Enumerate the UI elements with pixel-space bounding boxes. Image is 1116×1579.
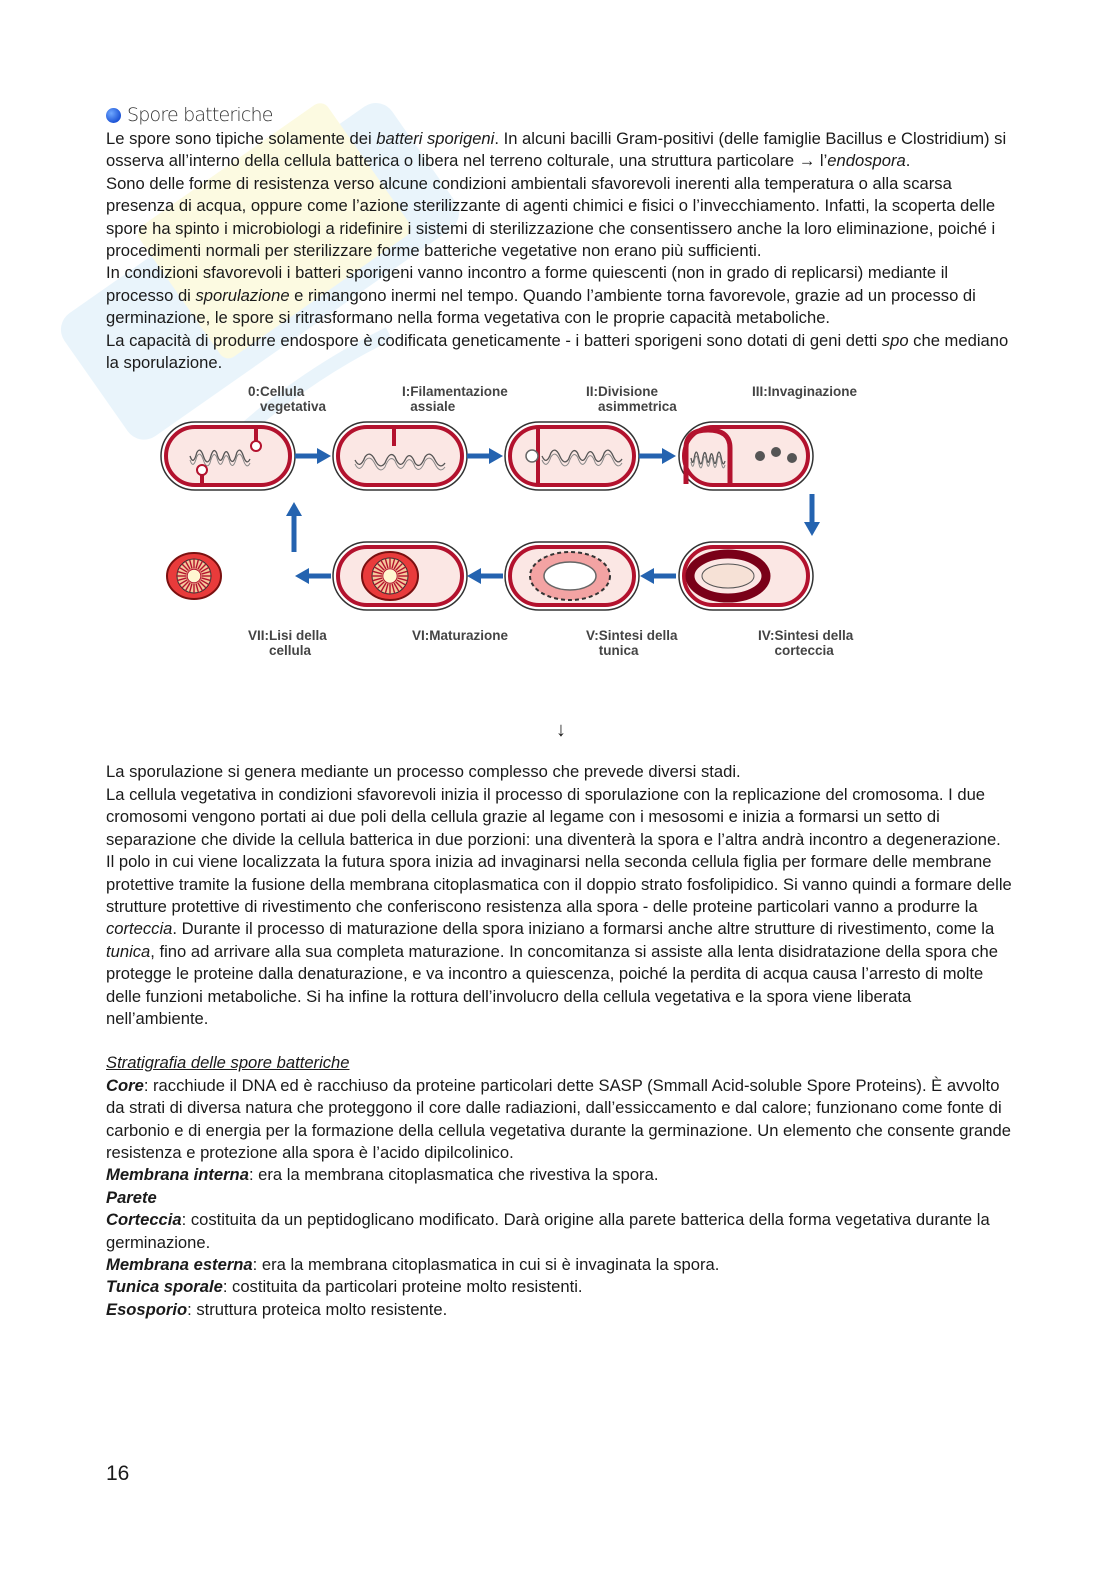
section-heading xyxy=(106,104,1016,126)
arrow-6-to-7 xyxy=(295,568,331,584)
stage-name: Sintesi della corteccia xyxy=(774,628,854,659)
stage-name: Sintesi della tunica xyxy=(598,628,678,659)
text-run: , fino ad arrivare alla sua completa maturazione. In concomitanza si assiste alla lenta disidratazione della spora che protegge le proteine dalla denaturazione, e va incontro a quiescenza, poiché la perdita di acqua causa l’arresto di molte delle funzioni metaboliche. Si ha infine la rottura dell’involucro della cellula vegetativa e la spora viene liberata nell’ambiente. xyxy=(106,941,998,1028)
stage-5-cell xyxy=(505,542,639,610)
stratigraphy-item xyxy=(106,1075,1016,1165)
stage-7-free-spore xyxy=(167,553,221,599)
page-number: 16 xyxy=(106,1462,130,1485)
text-run: La capacità di produrre endospore è codificata geneticamente - i batteri sporigeni sono dotati di geni detti xyxy=(106,330,882,350)
arrow-3-to-4 xyxy=(804,494,820,536)
arrow-2-to-3 xyxy=(639,448,676,464)
stratigraphy-desc: : racchiude il DNA ed è racchiuso da proteine particolari dette SASP (Smmall Acid-soluble Spore Proteins). È avvolto da strati di diversa natura che proteggono il core dalle radiazioni, dall’essiccamento e dal calore; funzionano come fonte di carbonio e di energia per la formazione della cellula vegetativa durante la germinazione. Un elemento che consente grande resistenza e protezione alla spora è l’acido dipilcolinico. xyxy=(106,1075,1011,1162)
stratigraphy-term: Corteccia xyxy=(106,1210,182,1230)
arrow-1-to-2 xyxy=(467,448,503,464)
text-run: . In alcuni bacilli Gram-positivi (delle famiglie Bacillus e Clostridium) si osserva all’interno della cellula batterica o libera nel terreno colturale, una struttura particolare → l’ xyxy=(106,129,1007,171)
paragraph xyxy=(106,173,1016,263)
stage-name: Cellula vegetativa xyxy=(260,384,327,415)
italic-term: sporulazione xyxy=(195,285,290,305)
stage-label xyxy=(248,384,326,414)
paragraph xyxy=(106,851,1016,1030)
paragraph xyxy=(106,761,1016,783)
stratigraphy-term: Membrana esterna xyxy=(106,1255,253,1274)
text-run: che mediano la sporulazione. xyxy=(106,330,1009,373)
stage-label xyxy=(586,384,677,414)
stage-4-cell xyxy=(679,542,813,610)
stratigraphy-list xyxy=(106,1075,1016,1321)
arrow-0-to-1 xyxy=(295,448,331,464)
intro-text xyxy=(106,128,1016,374)
stage-number: VI: xyxy=(412,628,430,644)
stage-number: VII: xyxy=(248,628,270,644)
stratigraphy-desc: : struttura proteica molto resistente. xyxy=(187,1299,448,1319)
arrow-4-to-5 xyxy=(640,568,676,584)
text-run: La sporulazione si genera mediante un processo complesso che prevede diversi stadi. xyxy=(106,762,741,782)
stage-number: 0: xyxy=(248,384,261,400)
text-run: . xyxy=(905,151,911,171)
stage-name: Lisi della cellula xyxy=(269,628,327,659)
sporulation-diagram xyxy=(106,384,1016,684)
stratigraphy-term: Tunica sporale xyxy=(106,1277,223,1297)
stratigraphy-desc: : costituita da un peptidoglicano modificato. Darà origine alla parete batterica della forma vegetativa durante la germinazione. xyxy=(106,1210,990,1252)
stratigraphy-item xyxy=(106,1276,1016,1298)
stage-number: IV: xyxy=(758,628,775,644)
stratigraphy-item xyxy=(106,1254,1016,1276)
stratigraphy-term: Esosporio xyxy=(106,1299,188,1319)
stage-name: Divisione asimmetrica xyxy=(598,384,677,415)
stratigraphy-item xyxy=(106,1299,1016,1321)
stage-1-cell xyxy=(333,422,467,490)
italic-term: tunica xyxy=(106,941,151,961)
stage-name: Filamentazione assiale xyxy=(410,384,508,415)
stage-label xyxy=(402,384,508,414)
paragraph xyxy=(106,262,1016,329)
text-run: Sono delle forme di resistenza verso alcune condizioni ambientali sfavorevoli inerenti alla temperatura o alla scarsa presenza di acqua, oppure come l’azione sterilizzante di agenti chimici e fisici o l’invecchiamento. Infatti, la scoperta delle spore ha spinto i microbiologi a ridefinire i sistemi di sterilizzazione che consentissero anche la loro eliminazione, poiché i procedimenti normali per sterilizzare forme batteriche vegetative non erano più sufficienti. xyxy=(106,173,996,261)
blue-dot-icon xyxy=(106,108,121,123)
stratigraphy-desc: : costituita da particolari proteine molto resistenti. xyxy=(222,1277,583,1297)
italic-term: endospora xyxy=(827,151,906,171)
stage-number: III: xyxy=(752,384,768,400)
stage-0-cell xyxy=(161,422,295,490)
stage-label xyxy=(248,628,327,658)
arrow-7-to-0 xyxy=(286,502,302,552)
paragraph xyxy=(106,330,1016,375)
stage-name: Invaginazione xyxy=(767,384,858,400)
text-run: Le spore sono tipiche solamente dei xyxy=(106,129,377,148)
stage-label xyxy=(752,384,857,399)
italic-term: corteccia xyxy=(106,919,173,939)
stage-number: V: xyxy=(586,628,599,644)
stratigraphy-term: Core xyxy=(106,1075,144,1095)
page-content xyxy=(106,104,1016,1321)
italic-term: batteri sporigeni xyxy=(376,129,495,148)
stage-2-cell xyxy=(505,422,639,490)
stage-3-cell xyxy=(679,422,813,490)
italic-term: spo xyxy=(881,330,909,350)
down-arrow-icon: ↓ xyxy=(556,719,566,742)
stratigraphy-item xyxy=(106,1187,1016,1209)
stage-label xyxy=(412,628,508,643)
stratigraphy-term: Parete xyxy=(106,1187,157,1207)
arrow-5-to-6 xyxy=(467,568,503,584)
stage-label xyxy=(586,628,678,658)
text-run: e rimangono inermi nel tempo. Quando l’ambiente torna favorevole, grazie ad un processo di germinazione, le spore si ritrasformano nella forma vegetativa con le proprie capacità metaboliche. xyxy=(106,285,976,328)
sporulation-cycle-svg xyxy=(106,384,1016,684)
text-run: In condizioni sfavorevoli i batteri sporigeni vanno incontro a forme quiescenti (non in grado di replicarsi) mediante il processo di xyxy=(106,263,949,305)
stratigraphy-term: Membrana interna xyxy=(106,1165,249,1185)
stratigraphy-desc: : era la membrana citoplasmatica in cui si è invaginata la spora. xyxy=(252,1255,720,1274)
stratigraphy-desc: : era la membrana citoplasmatica che rivestiva la spora. xyxy=(248,1165,659,1185)
stage-label xyxy=(758,628,853,658)
stage-number: II: xyxy=(586,384,598,400)
stage-number: I: xyxy=(402,384,411,400)
paragraph xyxy=(106,784,1016,851)
stratigraphy-item xyxy=(106,1209,1016,1254)
paragraph xyxy=(106,128,1016,173)
stratigraphy-title: Stratigrafia delle spore batteriche xyxy=(106,1053,350,1073)
text-run: . Durante il processo di maturazione della spora iniziano a formarsi anche altre strutture di rivestimento, come la xyxy=(172,919,995,939)
text-run: La cellula vegetativa in condizioni sfavorevoli inizia il processo di sporulazione con la replicazione del cromosoma. I due cromosomi vengono portati ai due poli della cellula grazie al legame con i mesosomi e inizia a formarsi un setto di separazione che divide la cellula batterica in due porzioni: una diventerà la spora e l’altra andrà incontro a degenerazione. xyxy=(106,784,1001,849)
section-heading-text: Spore batteriche xyxy=(127,104,273,126)
stage-6-cell xyxy=(333,542,467,610)
process-text xyxy=(106,761,1016,1030)
stage-name: Maturazione xyxy=(429,628,509,644)
text-run: Il polo in cui viene localizzata la futura spora inizia ad invaginarsi nella seconda cellula figlia per formare delle membrane protettive tramite la fusione della membrana citoplasmatica con il doppio strato fosfolipidico. Si vanno quindi a formare delle strutture protettive di rivestimento che conferiscono resistenza alla spora - delle proteine particolari vanno a produrre la xyxy=(106,852,1012,916)
stratigraphy-item xyxy=(106,1164,1016,1186)
